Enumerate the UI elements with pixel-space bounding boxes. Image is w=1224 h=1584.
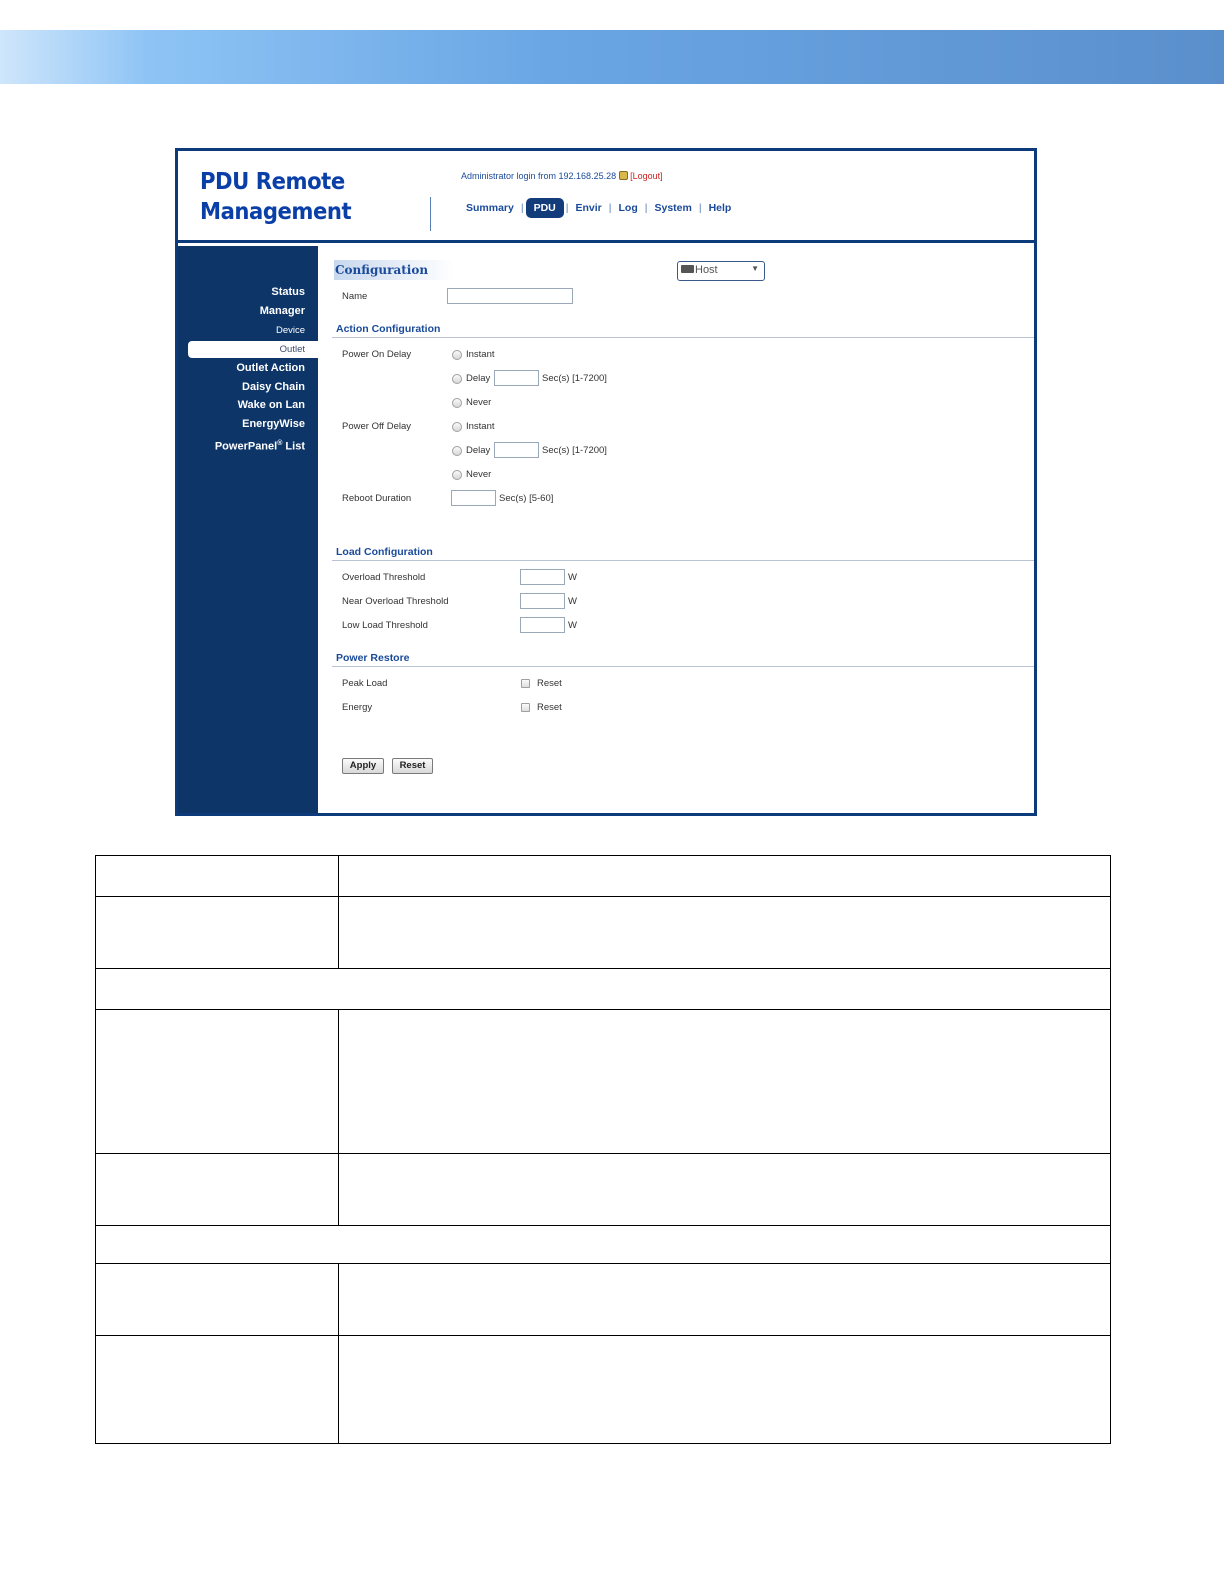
- table-row: [96, 1264, 1111, 1336]
- overload-threshold-unit: W: [568, 572, 577, 583]
- login-text: Administrator login from 192.168.25.28: [461, 171, 617, 181]
- pdu-web-ui-screenshot: [175, 148, 1037, 816]
- host-select-value: Host: [695, 264, 718, 276]
- nav-separator: |: [565, 202, 569, 214]
- powerpanel-text: PowerPanel: [214, 440, 278, 453]
- power-off-instant-radio[interactable]: [452, 422, 462, 432]
- table-cell: [339, 1010, 1111, 1154]
- name-input[interactable]: [447, 288, 573, 304]
- power-restore-heading: Power Restore: [336, 652, 410, 664]
- description-table: [95, 855, 1111, 1444]
- reboot-duration-input[interactable]: [451, 490, 496, 506]
- table-row: [96, 856, 1111, 897]
- table-row: [96, 1336, 1111, 1444]
- power-off-delay-radio[interactable]: [452, 446, 462, 456]
- table-cell: [96, 856, 339, 897]
- logo-line-1: PDU Remote: [200, 169, 345, 195]
- login-status: [461, 171, 663, 181]
- apply-button[interactable]: Apply: [342, 758, 384, 774]
- sidebar-item-device[interactable]: Device: [275, 325, 305, 336]
- near-overload-threshold-label: Near Overload Threshold: [342, 596, 449, 607]
- logout-link[interactable]: [Logout]: [630, 171, 663, 181]
- low-load-threshold-label: Low Load Threshold: [342, 620, 428, 631]
- table-cell: [96, 1264, 339, 1336]
- nav-help[interactable]: Help: [708, 202, 732, 214]
- chevron-down-icon: ▼: [751, 264, 759, 273]
- table-cell: [339, 1154, 1111, 1226]
- table-cell: [96, 969, 1111, 1010]
- nav-separator: |: [698, 202, 702, 214]
- logo-line-2: Management: [200, 199, 352, 225]
- table-row: [96, 969, 1111, 1010]
- config-panel: [318, 246, 1034, 813]
- table-row: [96, 897, 1111, 969]
- power-on-delay-radio[interactable]: [452, 374, 462, 384]
- section-divider: [332, 560, 1034, 561]
- table-cell: [339, 897, 1111, 969]
- power-off-delay-option-label: Delay: [466, 445, 491, 456]
- sidebar-item-outlet[interactable]: Outlet: [188, 341, 318, 358]
- page-title: Configuration: [334, 260, 454, 280]
- peak-load-label: Peak Load: [342, 678, 388, 689]
- header-divider: [430, 197, 431, 231]
- nav-log[interactable]: Log: [618, 202, 638, 214]
- power-on-instant-label: Instant: [466, 349, 495, 360]
- name-label: Name: [342, 291, 368, 302]
- sidebar-item-manager[interactable]: Manager: [259, 305, 305, 317]
- peak-load-reset-label: Reset: [537, 678, 562, 689]
- table-cell: [339, 1264, 1111, 1336]
- action-config-heading: Action Configuration: [336, 323, 441, 335]
- power-on-delay-option-label: Delay: [466, 373, 491, 384]
- overload-threshold-input[interactable]: [520, 569, 565, 585]
- nav-separator: |: [520, 202, 524, 214]
- table-cell: [339, 856, 1111, 897]
- table-cell: [96, 1010, 339, 1154]
- power-on-instant-radio[interactable]: [452, 350, 462, 360]
- registered-mark: ®: [277, 440, 283, 447]
- low-load-threshold-unit: W: [568, 620, 577, 631]
- sidebar-item-outlet-action[interactable]: Outlet Action: [236, 362, 305, 374]
- power-off-delay-label: Power Off Delay: [342, 421, 411, 432]
- table-row: [96, 1154, 1111, 1226]
- energy-label: Energy: [342, 702, 373, 713]
- table-cell: [96, 897, 339, 969]
- nav-envir[interactable]: Envir: [575, 202, 602, 214]
- section-divider: [332, 337, 1034, 338]
- section-divider: [332, 666, 1034, 667]
- lock-icon: [619, 171, 628, 180]
- app-header: [178, 151, 1034, 243]
- nav-separator: |: [644, 202, 648, 214]
- reboot-duration-label: Reboot Duration: [342, 493, 412, 504]
- table-cell: [339, 1336, 1111, 1444]
- page-header-band: [0, 30, 1224, 84]
- sidebar-item-powerpanel-list[interactable]: [215, 440, 305, 453]
- power-off-never-label: Never: [466, 469, 492, 480]
- sidebar-item-wake-on-lan[interactable]: Wake on Lan: [237, 399, 305, 411]
- power-on-delay-label: Power On Delay: [342, 349, 412, 360]
- overload-threshold-label: Overload Threshold: [342, 572, 426, 583]
- energy-reset-checkbox[interactable]: [521, 703, 530, 712]
- low-load-threshold-input[interactable]: [520, 617, 565, 633]
- power-off-never-radio[interactable]: [452, 470, 462, 480]
- power-on-never-radio[interactable]: [452, 398, 462, 408]
- host-select[interactable]: [677, 261, 765, 281]
- power-on-delay-unit: Sec(s) [1-7200]: [542, 373, 607, 384]
- table-cell: [96, 1336, 339, 1444]
- load-config-heading: Load Configuration: [336, 546, 433, 558]
- app-logo: [200, 167, 351, 227]
- sidebar-item-status[interactable]: Status: [271, 286, 305, 298]
- powerpanel-list-text: List: [282, 440, 305, 453]
- power-off-delay-input[interactable]: [494, 442, 539, 458]
- table-row: [96, 1010, 1111, 1154]
- power-off-delay-unit: Sec(s) [1-7200]: [542, 445, 607, 456]
- reset-button[interactable]: Reset: [392, 758, 433, 774]
- near-overload-threshold-unit: W: [568, 596, 577, 607]
- sidebar: [178, 246, 318, 813]
- nav-pdu[interactable]: PDU: [526, 198, 564, 218]
- energy-reset-label: Reset: [537, 702, 562, 713]
- nav-system[interactable]: System: [654, 202, 692, 214]
- power-on-delay-input[interactable]: [494, 370, 539, 386]
- main-nav: [461, 197, 736, 219]
- sidebar-item-daisy-chain[interactable]: Daisy Chain: [242, 381, 305, 393]
- peak-load-reset-checkbox[interactable]: [521, 679, 530, 688]
- table-cell: [96, 1226, 1111, 1264]
- table-cell: [96, 1154, 339, 1226]
- nav-summary[interactable]: Summary: [466, 202, 514, 214]
- power-on-never-label: Never: [466, 397, 492, 408]
- nav-separator: |: [608, 202, 612, 214]
- reboot-duration-unit: Sec(s) [5-60]: [499, 493, 554, 504]
- table-row: [96, 1226, 1111, 1264]
- keyboard-icon: [681, 265, 694, 273]
- sidebar-item-energywise[interactable]: EnergyWise: [242, 418, 305, 430]
- near-overload-threshold-input[interactable]: [520, 593, 565, 609]
- power-off-instant-label: Instant: [466, 421, 495, 432]
